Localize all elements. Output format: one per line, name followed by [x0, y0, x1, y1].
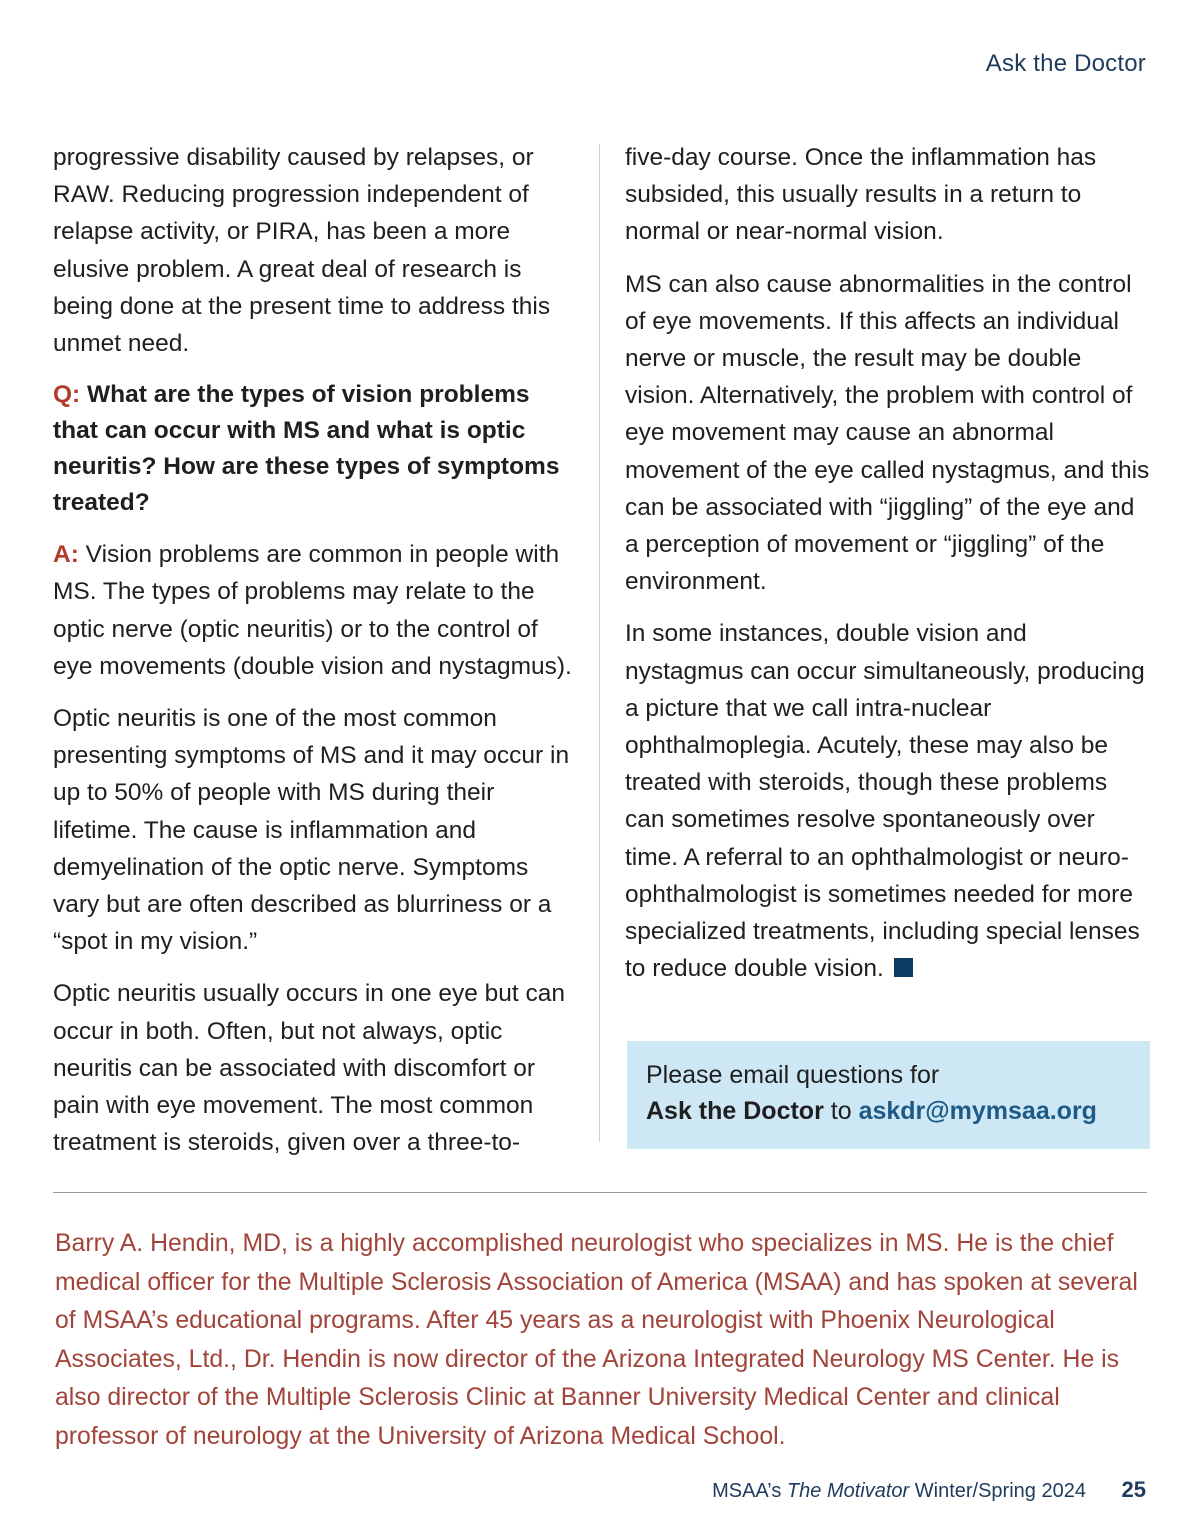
footer-issue: Winter/Spring 2024 — [914, 1480, 1086, 1502]
callout-line1: Please email questions for — [646, 1061, 940, 1089]
author-bio: Barry A. Hendin, MD, is a highly accomplished neurologist who specializes in MS. He is the chief medical officer for the Multiple Sclerosis Association of America (MSAA) and has spoken at several of MSAA’s educational programs. After 45 years as a neurologist with Phoenix Neurological Associates, Ltd., Dr. Hendin is now director of the Arizona Integrated Neurology MS Center. He is also director of the Multiple Sclerosis Clinic at Banner University Medical Center and clinical professor of neurology at the University of Arizona Medical School. — [55, 1230, 1138, 1450]
paragraph-eye-movements: MS can also cause abnormalities in the control of eye movements. If this affects an individual nerve or muscle, the result may be double vision. Alternatively, the problem with control of eye movement may cause an abnormal movement of the eye called nystagmus, and this can be associated with “jiggling” of the eye and a perception of movement or “jiggling” of the environment. — [625, 270, 1150, 596]
callout-column-name: Ask the Doctor — [646, 1097, 824, 1125]
page-number: 25 — [1121, 1477, 1146, 1502]
callout-to: to — [830, 1097, 852, 1125]
paragraph-ino-text: In some instances, double vision and nystagmus can occur simultaneously, producing a picture that we call intra-nuclear ophthalmoplegia. Acutely, these may also be treated with steroids, though these problems can sometimes resolve spontaneously over time. A referral to an ophthalmologist or neuro-ophthalmologist is sometimes needed for more specialized treatments, including special lenses to reduce double vision. — [625, 620, 1145, 983]
q-label: Q: — [53, 381, 81, 409]
column-divider — [599, 144, 600, 1142]
footer-publication: The Motivator — [786, 1480, 910, 1502]
answer — [53, 536, 581, 685]
email-callout — [627, 1041, 1150, 1149]
paragraph-ino — [625, 615, 1150, 987]
section-header: Ask the Doctor — [985, 50, 1146, 77]
horizontal-rule — [53, 1192, 1147, 1193]
end-mark-icon — [894, 958, 913, 977]
left-column — [53, 139, 581, 1176]
paragraph-optic-neuritis: Optic neuritis is one of the most common presenting symptoms of MS and it may occur in up to 50% of people with MS during their lifetime. The cause is inflammation and demyelination of the optic nerve. Symptoms vary but are often described as blurriness or a “spot in my vision.” — [53, 705, 570, 956]
callout-line2 — [646, 1093, 1130, 1129]
paragraph-course: five-day course. Once the inflammation has subsided, this usually results in a return to normal or near-normal vision. — [625, 144, 1097, 246]
page-footer — [712, 1477, 1146, 1503]
right-column — [625, 139, 1150, 1002]
question-text: What are the types of vision problems that can occur with MS and what is optic neuritis? How are these types of symptoms treated? — [53, 381, 560, 517]
email-link[interactable]: askdr@mymsaa.org — [858, 1097, 1097, 1125]
question — [53, 377, 581, 521]
paragraph-intro: progressive disability caused by relapses, or RAW. Reducing progression independent of relapse activity, or PIRA, has been a more elusive problem. A great deal of research is being done at the present time to address this unmet need. — [53, 144, 551, 358]
paragraph-treatment: Optic neuritis usually occurs in one eye but can occur in both. Often, but not always, optic neuritis can be associated with discomfort or pain with eye movement. The most common treatment is steroids, given over a three-to- — [53, 980, 566, 1157]
footer-prefix: MSAA’s — [712, 1480, 782, 1502]
a-label: A: — [53, 541, 79, 569]
answer-text: Vision problems are common in people with MS. The types of problems may relate to the optic nerve (optic neuritis) or to the control of eye movements (double vision and nystagmus). — [53, 541, 572, 680]
